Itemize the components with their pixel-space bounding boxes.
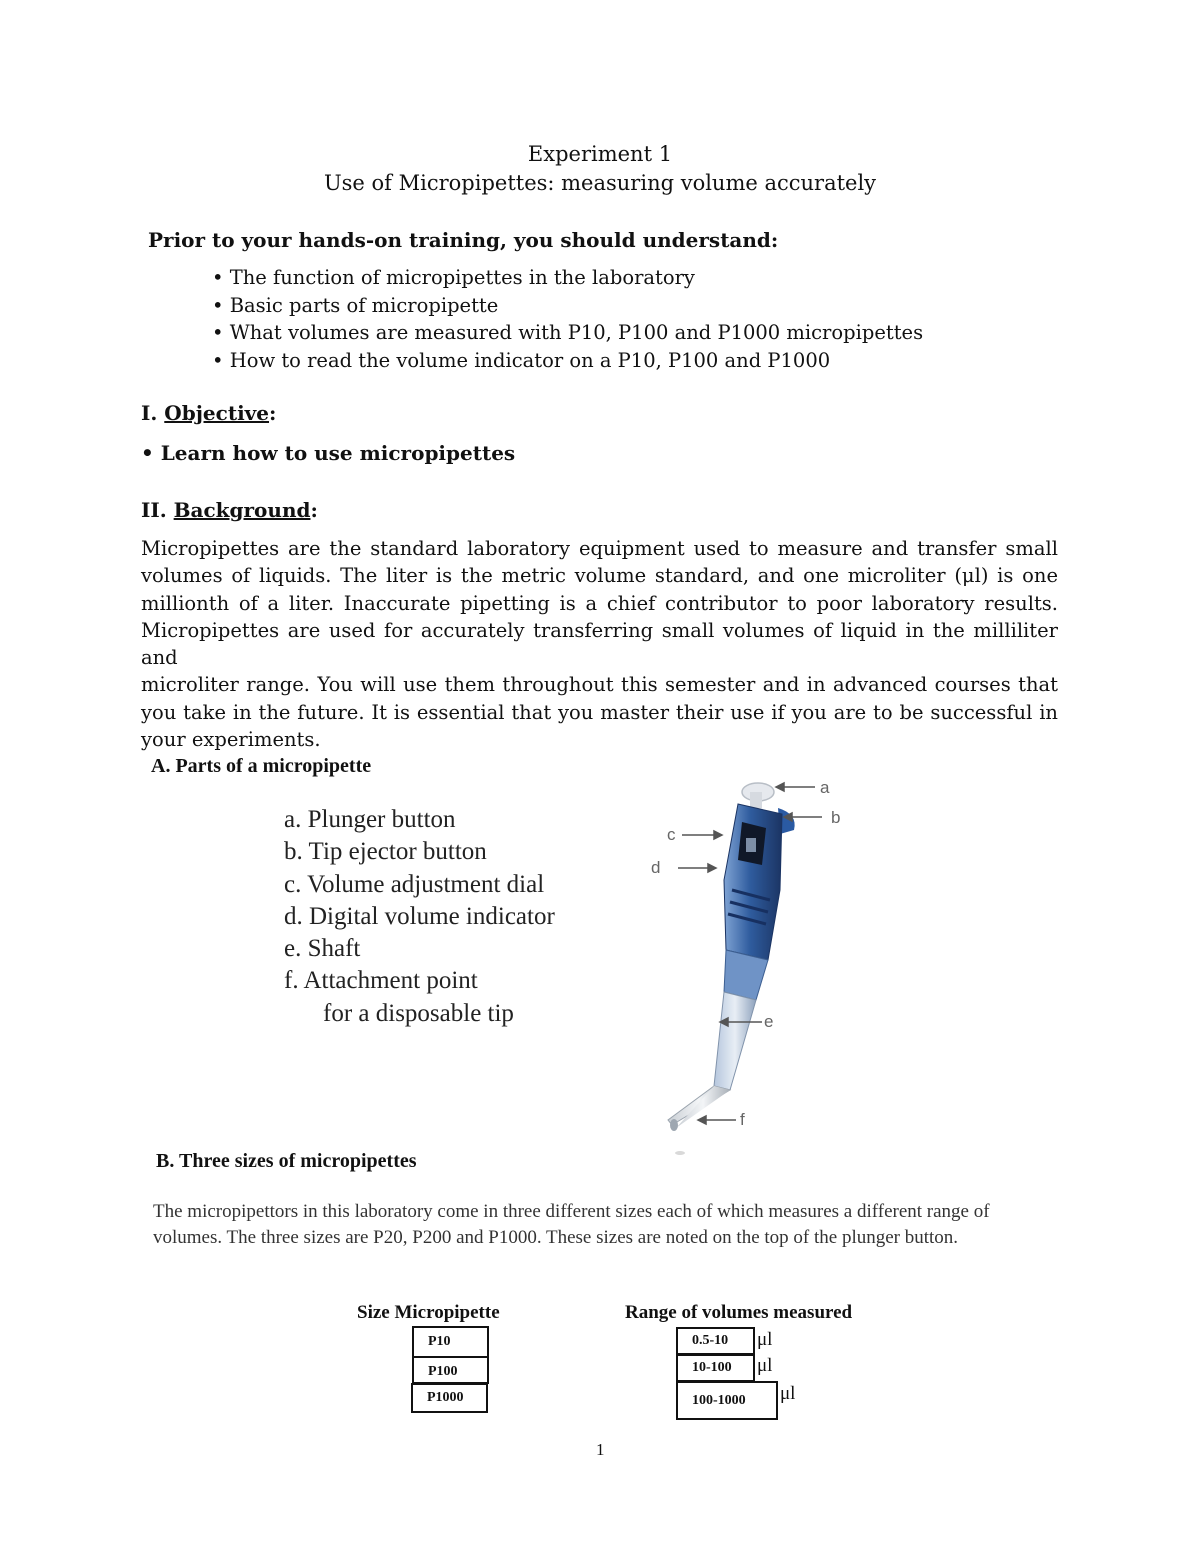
parts-list xyxy=(284,804,555,1030)
background-paragraph xyxy=(141,535,1058,753)
size-box-p100: P100 xyxy=(412,1356,489,1384)
figure-label-c: c xyxy=(667,825,676,844)
paragraph-line: millionth of a liter. Inaccurate pipetting is a chief contributor to poor laboratory results. xyxy=(141,591,1058,615)
parts-item-e: e. Shaft xyxy=(284,935,361,963)
objective-colon: : xyxy=(269,401,277,425)
prior-heading: Prior to your hands-on training, you should understand: xyxy=(148,228,779,252)
parts-heading: A. Parts of a micropipette xyxy=(151,755,372,777)
background-label: Background xyxy=(173,498,311,522)
list-item: • The function of micropipettes in the laboratory xyxy=(212,266,695,289)
unit-label: μl xyxy=(780,1383,796,1404)
document-subtitle: Use of Micropipettes: measuring volume accurately xyxy=(323,171,877,195)
parts-item-c: c. Volume adjustment dial xyxy=(284,870,545,898)
figure-label-f: f xyxy=(740,1110,745,1129)
background-colon: : xyxy=(310,498,318,522)
prior-list xyxy=(212,264,923,374)
figure-label-d: d xyxy=(651,858,661,877)
list-item: • What volumes are measured with P10, P100 and P1000 micropipettes xyxy=(212,321,924,344)
objective-heading xyxy=(141,401,276,425)
paragraph-line: Micropipettes are the standard laboratory equipment used to measure and transfer small xyxy=(141,537,1058,560)
parts-item-b: b. Tip ejector button xyxy=(284,838,487,866)
parts-item-a: a. Plunger button xyxy=(284,806,456,833)
sizes-paragraph: The micropipettors in this laboratory come in three different sizes each of which measures a different range of volumes. The three sizes are P20, P200 and P1000. These sizes are noted on the top of the plunger button. xyxy=(153,1201,990,1248)
list-item: • How to read the volume indicator on a P10, P100 and P1000 xyxy=(212,348,831,372)
parts-item-f: f. Attachment point xyxy=(284,967,478,995)
objective-label: Objective xyxy=(164,401,270,425)
paragraph-line: volumes of liquids. The liter is the metric volume standard, and one microliter (μl) is one xyxy=(141,564,1058,588)
sizes-heading: B. Three sizes of micropipettes xyxy=(156,1150,417,1172)
range-box-2: 10-100 xyxy=(676,1354,755,1382)
size-box-p10: P10 xyxy=(412,1326,489,1358)
page-number: 1 xyxy=(596,1440,605,1459)
paragraph-line: microliter range. You will use them throughout this semester and in advanced courses that xyxy=(141,673,1058,697)
objective-item: • Learn how to use micropipettes xyxy=(141,441,516,465)
background-heading xyxy=(141,498,318,522)
paragraph-line: you take in the future. It is essential that you master their use if you are to be successful in xyxy=(141,700,1058,724)
range-box-3: 100-1000 xyxy=(676,1381,778,1420)
unit-label: μl xyxy=(757,1355,773,1376)
parts-item-d: d. Digital volume indicator xyxy=(284,902,555,930)
paragraph-line: Micropipettes are used for accurately transferring small volumes of liquid in the milliliter and xyxy=(141,618,1058,670)
size-column-heading: Size Micropipette xyxy=(357,1302,500,1323)
unit-label: μl xyxy=(757,1329,773,1350)
document-title: Experiment 1 xyxy=(527,142,673,166)
list-item: • Basic parts of micropipette xyxy=(212,293,499,317)
figure-label-e: e xyxy=(764,1012,774,1031)
parts-item-f-cont: for a disposable tip xyxy=(323,999,514,1027)
range-column-heading: Range of volumes measured xyxy=(625,1302,853,1323)
objective-numeral: I. xyxy=(141,401,165,425)
background-numeral: II. xyxy=(141,498,174,522)
range-box-1: 0.5-10 xyxy=(676,1327,755,1355)
figure-label-a: a xyxy=(820,778,830,797)
paragraph-line: your experiments. xyxy=(141,728,321,752)
size-box-p1000: P1000 xyxy=(411,1383,488,1413)
figure-label-b: b xyxy=(831,808,841,827)
